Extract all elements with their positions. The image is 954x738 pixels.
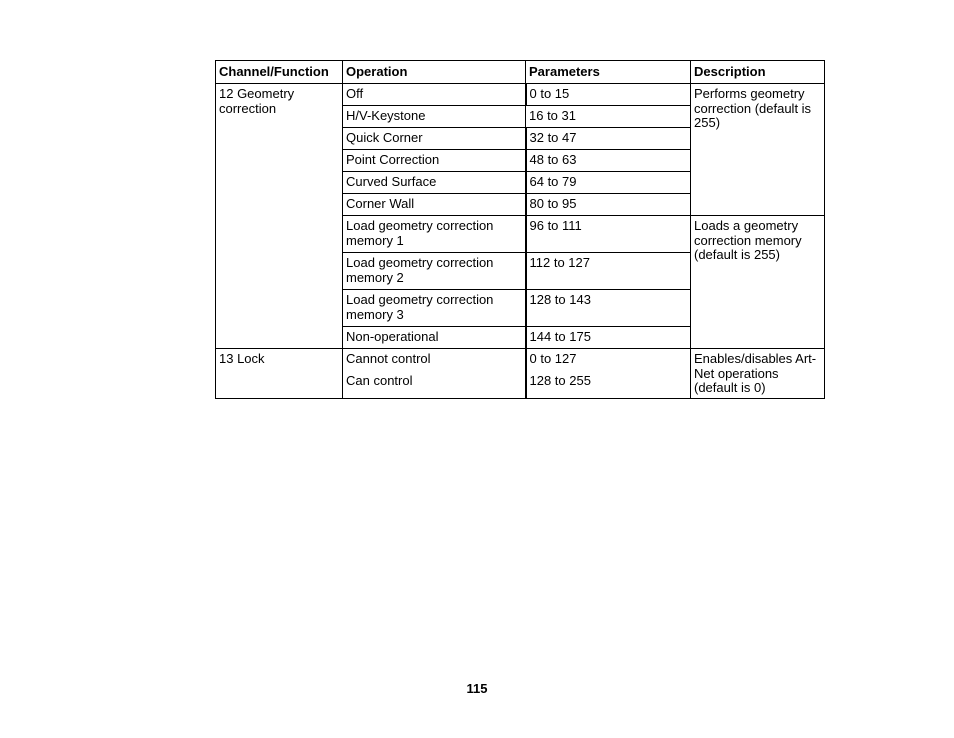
operation-cell: Quick Corner: [343, 128, 526, 150]
operation-line: Cannot control: [346, 351, 431, 366]
operation-cell: Load geometry correction memory 1: [343, 216, 526, 253]
header-operation: Operation: [343, 61, 526, 84]
operation-cell: Non-operational: [343, 327, 526, 349]
table-row: [216, 84, 825, 106]
parameters-cell: 0 to 15: [526, 84, 691, 106]
page-number: 115: [466, 681, 488, 696]
operation-cell: Load geometry correction memory 2: [343, 253, 526, 290]
dmx-channel-table: [215, 60, 825, 399]
parameters-line: 128 to 255: [529, 373, 591, 388]
operation-line: Can control: [346, 373, 413, 388]
operation-cell: Load geometry correction memory 3: [343, 290, 526, 327]
parameters-line: 0 to 127: [529, 351, 577, 366]
header-channel-function: Channel/Function: [216, 61, 343, 84]
operation-cell: Off: [343, 84, 526, 106]
channel-cell: 13 Lock: [216, 349, 343, 399]
description-cell: Enables/disables Art-Net operations (default is 0): [691, 349, 825, 399]
parameters-cell: 80 to 95: [526, 194, 691, 216]
parameters-cell: 144 to 175: [526, 327, 691, 349]
parameters-cell: 16 to 31: [526, 106, 691, 128]
operation-cell: H/V-Keystone: [343, 106, 526, 128]
operation-cell: Corner Wall: [343, 194, 526, 216]
description-cell: Loads a geometry correction memory (default is 255): [691, 216, 825, 349]
parameters-cell: 96 to 111: [526, 216, 691, 253]
description-cell: Performs geometry correction (default is 255): [691, 84, 825, 216]
operation-cell: Point Correction: [343, 150, 526, 172]
parameters-cell: 32 to 47: [526, 128, 691, 150]
header-description: Description: [691, 61, 825, 84]
parameters-cell: 128 to 143: [526, 290, 691, 327]
table-header-row: [216, 61, 825, 84]
operation-cell: Curved Surface: [343, 172, 526, 194]
parameters-cell: 64 to 79: [526, 172, 691, 194]
parameters-cell: 112 to 127: [526, 253, 691, 290]
operation-cell: [343, 349, 526, 399]
parameters-cell: [526, 349, 691, 399]
table-row: [216, 349, 825, 399]
parameters-cell: 48 to 63: [526, 150, 691, 172]
header-parameters: Parameters: [526, 61, 691, 84]
channel-cell: 12 Geometry correction: [216, 84, 343, 349]
